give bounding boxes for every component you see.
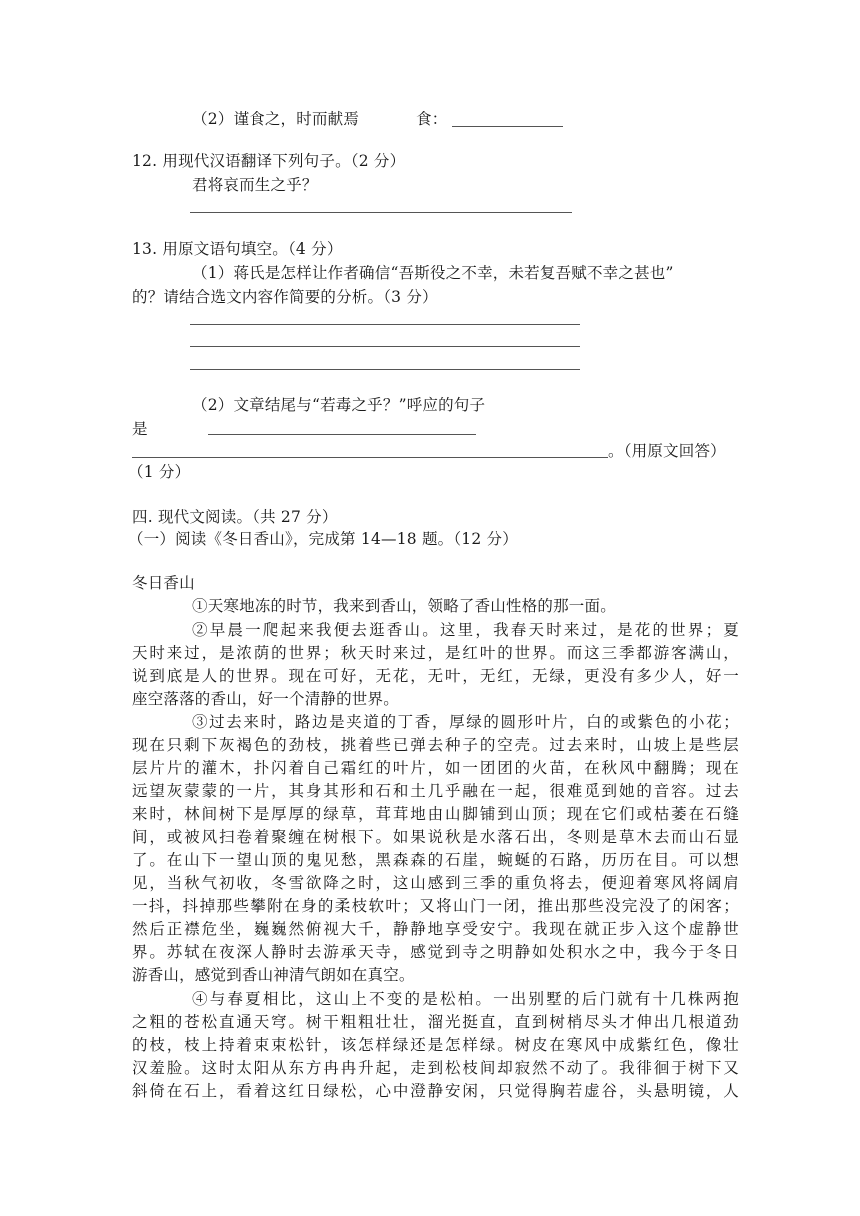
article-line: 斜倚在石上，看着这红日绿松，心中澄静安闲，只觉得胸若虚谷，头悬明镜，人 (132, 1082, 739, 1100)
article-line: 来时，林间树下是厚厚的绿草，茸茸地由山脚铺到山顶；现在它们或枯萎在石缝 (132, 805, 739, 823)
q13-part1-line2: 的？请结合选文内容作简要的分析。（3 分） (132, 288, 438, 306)
article-line: 天时来过，是浓荫的世界；秋天时来过，是红叶的世界。而这三季都游客满山， (132, 644, 739, 662)
q12-title: 12. 用现代汉语翻译下列句子。（2 分） (132, 152, 406, 170)
q11-part2-label: （2）谨食之，时而献焉 (192, 110, 360, 128)
q12-sentence: 君将哀而生之乎？ (192, 176, 318, 194)
q13-part1-answer-line-1[interactable] (190, 324, 580, 325)
article-line: 汉羞脸。这时太阳从东方冉冉升起，走到松枝间却寂然不动了。我徘徊于树下又 (132, 1059, 739, 1077)
q13-part2-line2: 是 (132, 420, 148, 438)
q13-part2-answer-line-1[interactable] (208, 434, 476, 435)
article-line: 层片片的灌木，扑闪着自己霜红的叶片，如一团团的火苗，在秋风中翻腾；现在 (132, 759, 739, 777)
article-line: 游香山，感觉到香山神清气朗如在真空。 (132, 966, 415, 984)
section4-title: 四. 现代文阅读。（共 27 分） (132, 508, 338, 526)
article-line: ②早晨一爬起来我便去逛香山。这里，我春天时来过，是花的世界；夏 (192, 621, 739, 639)
q13-part1-line1: （1）蒋氏是怎样让作者确信“吾斯役之不幸，未若复吾赋不幸之甚也” (192, 264, 674, 282)
article-line: 然后正襟危坐，巍巍然俯视大千，静静地享受安宁。我现在就正步入这个虚静世 (132, 920, 739, 938)
q13-part1-answer-line-2[interactable] (190, 346, 580, 347)
q11-answer-blank[interactable] (452, 126, 563, 127)
article-line: 现在只剩下灰褐色的劲枝，挑着些已弹去种子的空壳。过去来时，山坡上是些层 (132, 736, 739, 754)
article-line: 之粗的苍松直通天穹。树干粗粗壮壮，溜光挺直，直到树梢尽头才伸出几根道劲 (132, 1013, 739, 1031)
q12-answer-line[interactable] (190, 212, 572, 213)
article-line: 说到底是人的世界。现在可好，无花，无叶，无红，无绿，更没有多少人，好一 (132, 667, 739, 685)
article-line: ④与春夏相比，这山上不变的是松柏。一出别墅的后门就有十几株两抱 (192, 990, 739, 1008)
article-line: 一抖，抖掉那些攀附在身的柔枝软叶；又将山门一闭，推出那些没完没了的闲客； (132, 897, 739, 915)
article-line: 座空落落的香山，好一个清静的世界。 (132, 690, 399, 708)
q13-part2-tail: 。（用原文回答） (608, 442, 726, 460)
q13-part1-answer-line-3[interactable] (190, 369, 580, 370)
q13-part2-answer-line-2[interactable] (132, 457, 608, 458)
q13-part2-line1: （2）文章结尾与“若毒之乎？”呼应的句子 (192, 396, 486, 414)
q13-part2-score: （1 分） (128, 463, 191, 481)
article-line: 了。在山下一望山顶的鬼见愁，黑森森的石崖，蜿蜒的石路，历历在目。可以想 (132, 851, 739, 869)
article-line: 界。苏轼在夜深人静时去游承天寺，感觉到寺之明静如处积水之中，我今于冬日 (132, 943, 739, 961)
article-line: ③过去来时，路边是夹道的丁香，厚绿的圆形叶片，白的或紫色的小花； (192, 713, 739, 731)
q13-title: 13. 用原文语句填空。（4 分） (132, 240, 343, 258)
article-line: ①天寒地冻的时节，我来到香山，领略了香山性格的那一面。 (192, 597, 616, 615)
section4-sub1: （一）阅读《冬日香山》，完成第 14—18 题。（12 分） (128, 530, 518, 548)
article-line: 的枝，枝上持着束束松针，该怎样绿还是怎样绿。树皮在寒风中成紫红色，像壮 (132, 1036, 739, 1054)
article-line: 见，当秋气初收，冬雪欲降之时，这山感到三季的重负将去，便迎着寒风将阔肩 (132, 874, 739, 892)
article-line: 间，或被风扫卷着聚缠在树根下。如果说秋是水落石出，冬则是草木去而山石显 (132, 828, 739, 846)
q11-part2-char-label: 食： (416, 110, 448, 128)
article-line: 远望灰蒙蒙的一片，其身其形和石和土几乎融在一起，很难觅到她的音容。过去 (132, 782, 739, 800)
article-title: 冬日香山 (132, 574, 195, 592)
